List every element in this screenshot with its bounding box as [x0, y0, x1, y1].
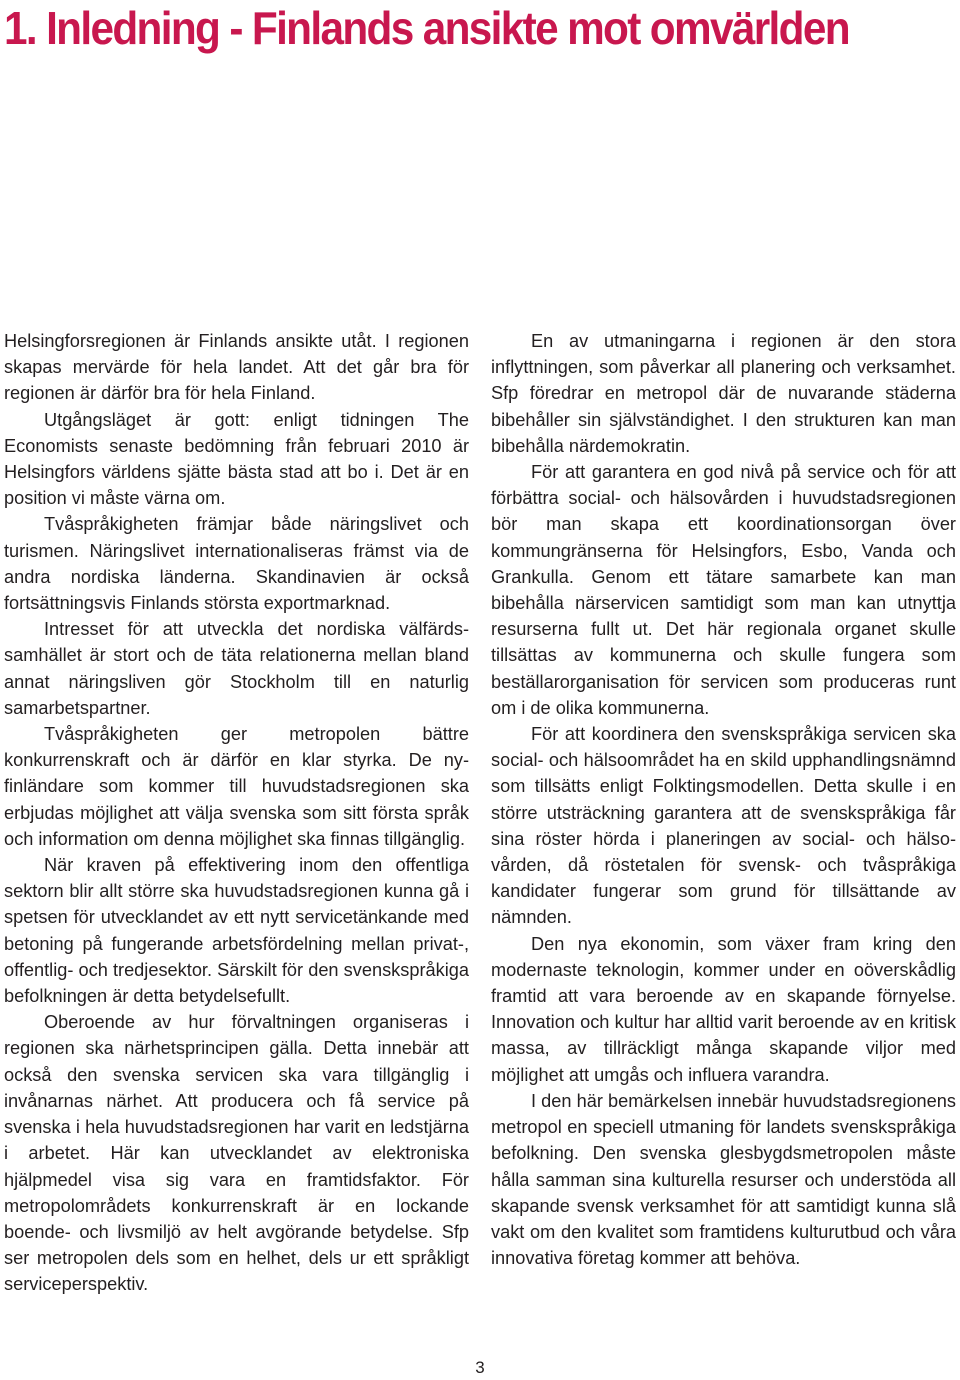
page-title: 1. Inledning - Finlands ansikte mot omvärlden [4, 2, 849, 54]
paragraph: När kraven på effektivering inom den offentliga sektorn blir allt större ska huvudstadsregionen kunna gå i spetsen för utvecklandet av ett nytt servicetänkande med betoning på fungerande arbetsfördelning mellan privat-, offentlig- och tredjesektor. Särskilt för den svenskspråkiga befolkningen är detta betydelsefullt. [4, 855, 469, 1007]
paragraph: Tvåspråkigheten främjar både näringslivet och turismen. Näringslivet internationaliseras främst via de andra nordiska länderna. Skandinavien är också fortsättningsvis Finlands största exportmarknad. [4, 514, 469, 614]
paragraph: Oberoende av hur förvaltningen organiseras i regionen ska närhetsprincipen gälla. Detta innebär att också den svenska servicen ska vara tillgänglig i invånarnas närhet. Att producera och få service på svenska i hela huvudstadsregionen har varit en ledstjärna i arbetet. Här kan utvecklandet av elektroniska hjälpmedel visa sig vara en framtidsfaktor. För metropolområdets konkurrenskraft är en lockande boende- och livsmiljö av helt avgörande betydelse. Sfp ser metropolen dels som en helhet, dels ur ett språkligt serviceperspektiv. [4, 1012, 469, 1295]
paragraph: Den nya ekonomin, som växer fram kring den modernaste teknologin, kommer under en oöverskådlig framtid att vara beroende av en skapande förnyelse. Innovation och kultur har alltid varit beroende av en kritisk massa, av tillräckligt många skapande viljor med möjlighet att umgås och influera varandra. [491, 933, 956, 1085]
paragraph: Utgångsläget är gott: enligt tidningen The Economists senaste bedömning från februari 2010 är Helsingfors världens sjätte bästa stad att bo i. Det är en position vi måste värna om. [4, 409, 469, 509]
page-number: 3 [475, 1358, 485, 1377]
paragraph: Helsingforsregionen är Finlands ansikte utåt. I regionen skapas mervärde för hela landet. Att det går bra för regionen är därför bra för hela Finland. [4, 331, 469, 404]
paragraph: För att koordinera den svenskspråkiga servicen ska social- och hälsoområdet ha en skild upphandlingsnämnd som tillsätts enligt Folktingsmodellen. Detta skulle i en större utsträckning garantera att de svenskspråkiga får sina röster hörda i planeringen av social- och hälsovården, då röstetalen för svensk- och tvåspråkiga kandidater fungerar som grund för tillsättande av nämnden. [491, 724, 956, 928]
paragraph: Tvåspråkigheten ger metropolen bättre konkurrenskraft och är därför en klar styrka. De nyfinländare som kommer till huvudstadsregionen ska erbjudas möjlighet att välja svenska som sitt första språk och information om denna möjlighet ska finnas tillgänglig. [4, 724, 469, 849]
paragraph: I den här bemärkelsen innebär huvudstadsregionens metropol en speciell utmaning för landets svenskspråkiga befolkning. Den svenska glesbygdsmetropolen måste hålla samman sina kulturella resurser och understöda all skapande svensk verksamhet för att samtidigt kunna slå vakt om den kvalitet som framtidens kulturutbud och våra innovativa företag kommer att behöva. [491, 1090, 956, 1269]
paragraph: En av utmaningarna i regionen är den stora inflyttningen, som påverkar all planering och verksamhet. Sfp föredrar en metropol där de nuvarande städerna bibehåller sin självständighet. I den strukturen kan man bibehålla närdemokratin. [491, 331, 956, 456]
paragraph: Intresset för att utveckla det nordiska välfärdssamhället är stort och de täta relationerna mellan bland annat näringsliven gör Stockholm till en naturlig samarbetspartner. [4, 619, 469, 718]
right-column [491, 328, 956, 1271]
paragraph: För att garantera en god nivå på service och för att förbättra social- och hälsovården i huvudstadsregionen bör man skapa ett koordinationsorgan över kommungränserna för Helsingfors, Esbo, Vanda och Grankulla. Genom ett tätare samarbete kan man bibehålla närservicen samtidigt som man kan utnyttja resurserna fullt ut. Det här regionala organet skulle tillsättas av kommunerna och skulle fungera som beställarorganisation för servicen som produceras runt om i de olika kommunerna. [491, 462, 956, 718]
left-column [4, 328, 469, 1298]
